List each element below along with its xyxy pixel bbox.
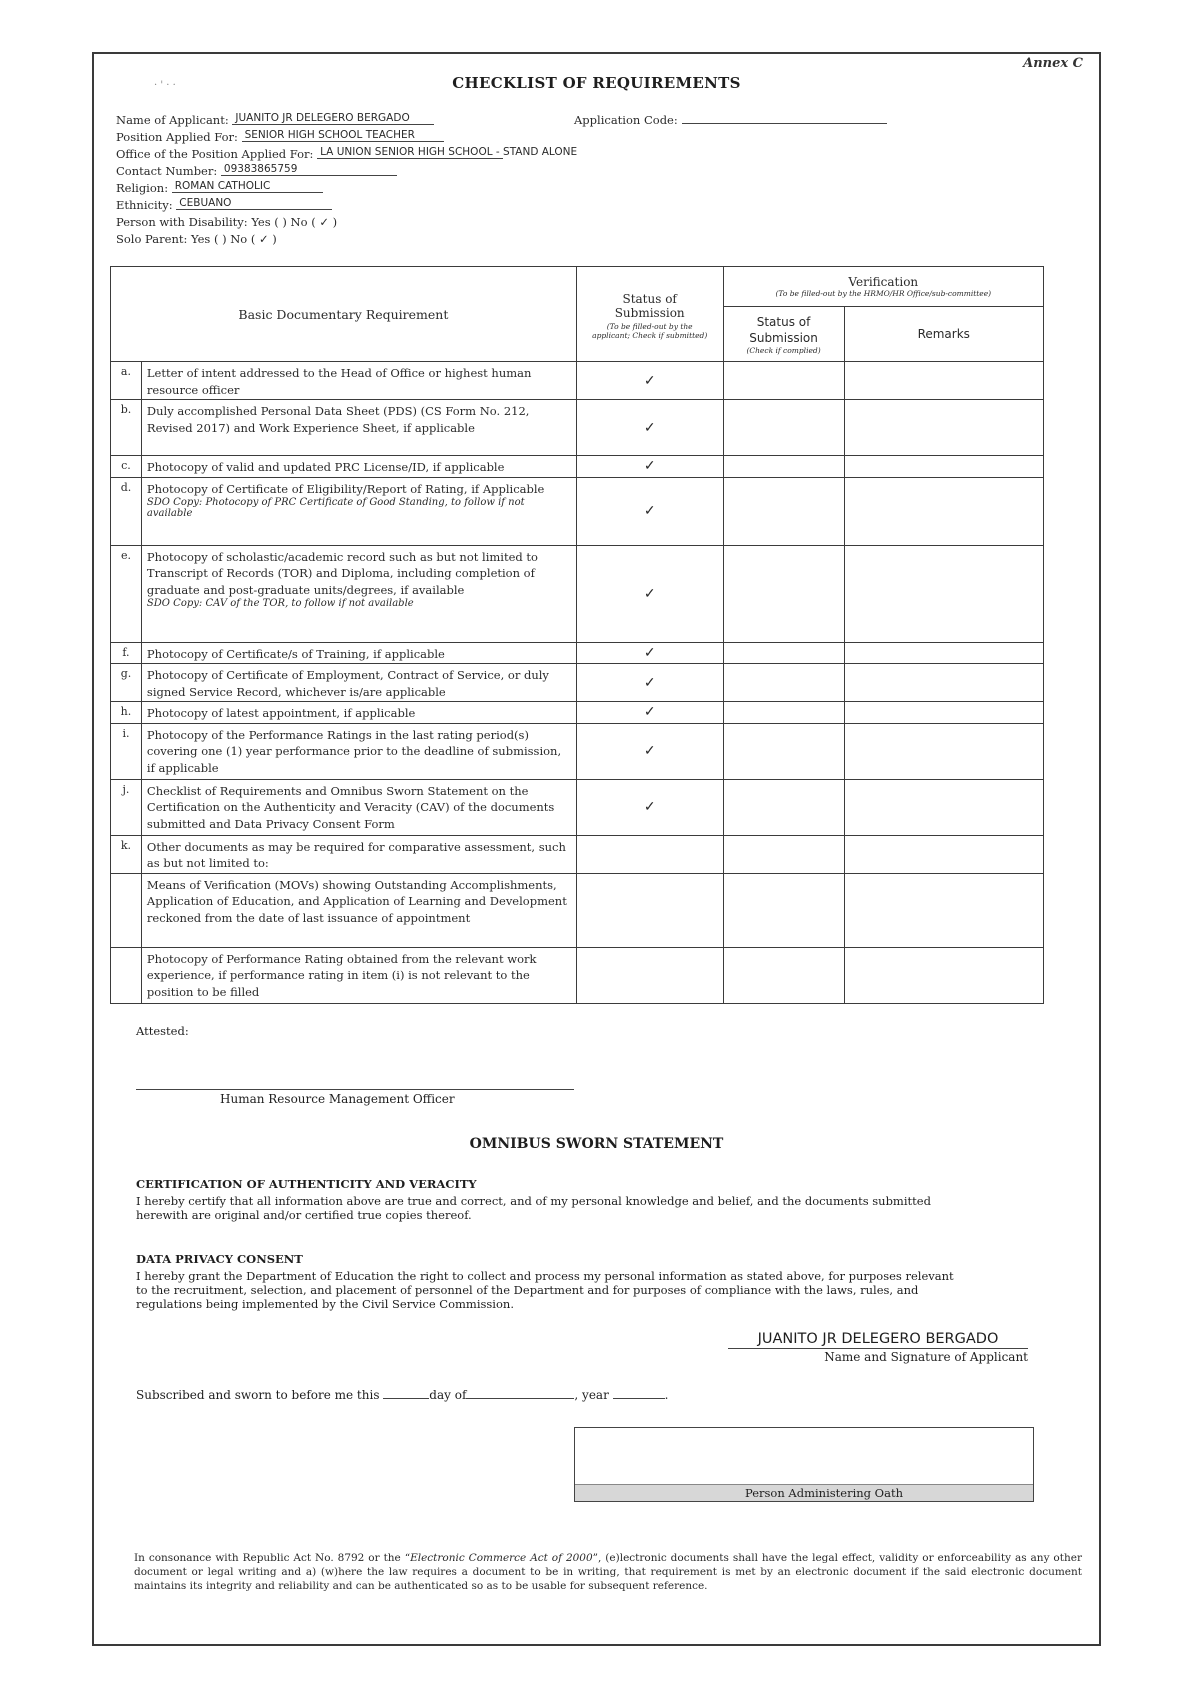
remarks-cell[interactable] bbox=[844, 873, 1044, 947]
remarks-cell[interactable] bbox=[844, 664, 1044, 702]
col-ver-status-note: (Check if complied) bbox=[746, 345, 821, 355]
status-checkbox[interactable] bbox=[576, 947, 723, 1003]
col-ver-status-label: Status of Submission bbox=[749, 314, 818, 345]
attested-label: Attested: bbox=[136, 1024, 189, 1038]
legal-text-2: ”, (e)lectronic documents shall have the legal effect, validity or enforceability as any other document or legal writing and a) (w)here the law requires a document to be in writing, that requirement is met by an electronic document if the said electronic document maintains its integrity and reliability and can be authenticated so as to be usable for subsequent reference. bbox=[134, 1552, 1082, 1593]
table-row bbox=[111, 400, 1044, 456]
scan-artifact: · ' · · bbox=[154, 80, 176, 91]
row-requirement: Letter of intent addressed to the Head of Office or highest human resource officer bbox=[141, 362, 576, 400]
legal-text-1: In consonance with Republic Act No. 8792 or the “ bbox=[134, 1552, 411, 1564]
contact-label: Contact Number: bbox=[116, 164, 218, 178]
position-field[interactable]: SENIOR HIGH SCHOOL TEACHER bbox=[242, 129, 444, 142]
verification-status-cell[interactable] bbox=[723, 664, 844, 702]
oath-signature-box[interactable] bbox=[574, 1427, 1034, 1502]
status-checkbox[interactable]: ✓ bbox=[576, 723, 723, 779]
remarks-cell[interactable] bbox=[844, 702, 1044, 724]
annex-label: Annex C bbox=[1023, 56, 1083, 71]
row-letter bbox=[111, 947, 142, 1003]
cert-heading: CERTIFICATION OF AUTHENTICITY AND VERACITY bbox=[136, 1177, 477, 1191]
row-requirement: Photocopy of Performance Rating obtained from the relevant work experience, if performance rating in item (i) is not relevant to the position to be filled bbox=[141, 947, 576, 1003]
row-letter: j. bbox=[111, 779, 142, 835]
verification-status-cell[interactable] bbox=[723, 723, 844, 779]
verification-status-cell[interactable] bbox=[723, 477, 844, 545]
oath-label: Person Administering Oath bbox=[575, 1484, 1033, 1501]
col-remarks: Remarks bbox=[844, 307, 1044, 362]
col-status-note: (To be filled-out by the applicant; Check if submitted) bbox=[592, 322, 708, 340]
privacy-text: I hereby grant the Department of Education the right to collect and process my personal information as stated above, for purposes relevant to the recruitment, selection, and placement of personnel of the Department and for purposes of compliance with the laws, rules, and regulations being implemented by the Civil Service Commission. bbox=[136, 1269, 954, 1311]
table-row bbox=[111, 545, 1044, 642]
day-field[interactable] bbox=[383, 1387, 429, 1399]
remarks-cell[interactable] bbox=[844, 400, 1044, 456]
verification-status-cell[interactable] bbox=[723, 779, 844, 835]
verification-status-cell[interactable] bbox=[723, 545, 844, 642]
table-row bbox=[111, 873, 1044, 947]
table-row bbox=[111, 362, 1044, 400]
col-requirement: Basic Documentary Requirement bbox=[111, 267, 577, 362]
position-label: Position Applied For: bbox=[116, 130, 238, 144]
omnibus-title: OMNIBUS SWORN STATEMENT bbox=[469, 1136, 724, 1152]
col-verification-label: Verification bbox=[848, 274, 919, 289]
remarks-cell[interactable] bbox=[844, 835, 1044, 873]
applicant-info bbox=[116, 112, 578, 248]
row-letter: i. bbox=[111, 723, 142, 779]
applicant-signature-name: JUANITO JR DELEGERO BERGADO bbox=[728, 1331, 1028, 1349]
religion-field[interactable]: ROMAN CATHOLIC bbox=[172, 180, 323, 193]
verification-status-cell[interactable] bbox=[723, 947, 844, 1003]
row-requirement: Photocopy of Certificate/s of Training, if applicable bbox=[141, 642, 576, 664]
legal-act-name: Electronic Commerce Act of 2000 bbox=[410, 1552, 593, 1564]
row-letter: f. bbox=[111, 642, 142, 664]
status-checkbox[interactable]: ✓ bbox=[576, 362, 723, 400]
period-text: . bbox=[664, 1388, 669, 1402]
row-requirement: Photocopy of the Performance Ratings in the last rating period(s) covering one (1) year performance prior to the deadline of submission, if applicable bbox=[141, 723, 576, 779]
month-field[interactable] bbox=[466, 1387, 574, 1399]
remarks-cell[interactable] bbox=[844, 947, 1044, 1003]
cert-text: I hereby certify that all information above are true and correct, and of my personal knowledge and belief, and the documents submitted herewith are original and/or certified true copies thereof. bbox=[136, 1194, 931, 1222]
status-checkbox[interactable] bbox=[576, 873, 723, 947]
verification-status-cell[interactable] bbox=[723, 456, 844, 478]
document-page bbox=[92, 52, 1101, 1646]
row-requirement-cell bbox=[141, 545, 576, 642]
table-row bbox=[111, 779, 1044, 835]
status-checkbox[interactable]: ✓ bbox=[576, 779, 723, 835]
name-label: Name of Applicant: bbox=[116, 113, 229, 127]
hrmo-signature-line[interactable] bbox=[136, 1089, 574, 1090]
row-requirement: Other documents as may be required for comparative assessment, such as but not limited to: bbox=[141, 835, 576, 873]
row-letter: c. bbox=[111, 456, 142, 478]
row-requirement: Checklist of Requirements and Omnibus Sworn Statement on the Certification on the Authenticity and Veracity (CAV) of the documents submitted and Data Privacy Consent Form bbox=[141, 779, 576, 835]
status-checkbox[interactable]: ✓ bbox=[576, 664, 723, 702]
table-row bbox=[111, 477, 1044, 545]
hrmo-label: Human Resource Management Officer bbox=[220, 1092, 455, 1106]
row-letter: d. bbox=[111, 477, 142, 545]
status-checkbox[interactable]: ✓ bbox=[576, 545, 723, 642]
ethnicity-label: Ethnicity: bbox=[116, 198, 173, 212]
row-letter: g. bbox=[111, 664, 142, 702]
table-row bbox=[111, 642, 1044, 664]
subscribed-text: Subscribed and sworn to before me this bbox=[136, 1388, 384, 1402]
row-requirement-cell bbox=[141, 477, 576, 545]
verification-status-cell[interactable] bbox=[723, 702, 844, 724]
row-requirement: Photocopy of Certificate of Eligibility/Report of Rating, if Applicable bbox=[146, 481, 545, 496]
row-requirement: Photocopy of Certificate of Employment, Contract of Service, or duly signed Service Record, whichever is/are applicable bbox=[141, 664, 576, 702]
status-checkbox[interactable]: ✓ bbox=[576, 456, 723, 478]
status-checkbox[interactable]: ✓ bbox=[576, 642, 723, 664]
remarks-cell[interactable] bbox=[844, 545, 1044, 642]
table-row bbox=[111, 947, 1044, 1003]
row-letter: k. bbox=[111, 835, 142, 873]
row-letter: a. bbox=[111, 362, 142, 400]
document-title: CHECKLIST OF REQUIREMENTS bbox=[452, 74, 741, 92]
remarks-cell[interactable] bbox=[844, 362, 1044, 400]
table-row bbox=[111, 664, 1044, 702]
col-verification-note: (To be filled-out by the HRMO/HR Office/sub-committee) bbox=[775, 288, 992, 298]
pwd-option[interactable]: Person with Disability: Yes ( ) No ( ✓ ) bbox=[116, 215, 338, 229]
row-requirement: Duly accomplished Personal Data Sheet (PDS) (CS Form No. 212, Revised 2017) and Work Experience Sheet, if applicable bbox=[141, 400, 576, 456]
year-field[interactable] bbox=[613, 1387, 665, 1399]
year-text: , year bbox=[574, 1388, 613, 1402]
signature-label: Name and Signature of Applicant bbox=[824, 1350, 1028, 1364]
row-requirement: Photocopy of valid and updated PRC License/ID, if applicable bbox=[141, 456, 576, 478]
table-row bbox=[111, 702, 1044, 724]
requirements-table bbox=[110, 266, 1044, 1004]
row-letter: b. bbox=[111, 400, 142, 456]
religion-label: Religion: bbox=[116, 181, 169, 195]
row-requirement: Photocopy of latest appointment, if applicable bbox=[141, 702, 576, 724]
legal-notice bbox=[134, 1551, 1082, 1594]
remarks-cell[interactable] bbox=[844, 779, 1044, 835]
status-checkbox[interactable]: ✓ bbox=[576, 400, 723, 456]
verification-status-cell[interactable] bbox=[723, 642, 844, 664]
office-field[interactable]: LA UNION SENIOR HIGH SCHOOL - STAND ALONE bbox=[317, 146, 503, 159]
row-letter bbox=[111, 873, 142, 947]
table-row bbox=[111, 723, 1044, 779]
row-letter: h. bbox=[111, 702, 142, 724]
ethnicity-field[interactable]: CEBUANO bbox=[176, 197, 332, 210]
col-ver-status bbox=[723, 307, 844, 362]
verification-status-cell[interactable] bbox=[723, 873, 844, 947]
status-checkbox[interactable]: ✓ bbox=[576, 477, 723, 545]
row-sdo-note: SDO Copy: Photocopy of PRC Certificate of Good Standing, to follow if not available bbox=[146, 497, 525, 519]
table-row bbox=[111, 835, 1044, 873]
status-checkbox[interactable] bbox=[576, 835, 723, 873]
privacy-heading: DATA PRIVACY CONSENT bbox=[136, 1252, 303, 1266]
verification-status-cell[interactable] bbox=[723, 835, 844, 873]
row-requirement: Means of Verification (MOVs) showing Outstanding Accomplishments, Application of Education, and Application of Learning and Development reckoned from the date of last issuance of appointment bbox=[141, 873, 576, 947]
row-requirement: Photocopy of scholastic/academic record such as but not limited to Transcript of Records (TOR) and Diploma, including completion of graduate and post-graduate units/degrees, if available bbox=[146, 549, 538, 597]
col-status-label: Status of Submission bbox=[614, 292, 685, 320]
remarks-cell[interactable] bbox=[844, 456, 1044, 478]
remarks-cell[interactable] bbox=[844, 723, 1044, 779]
status-checkbox[interactable]: ✓ bbox=[576, 702, 723, 724]
table-row bbox=[111, 456, 1044, 478]
col-status-submission bbox=[576, 267, 723, 362]
solo-parent-option[interactable]: Solo Parent: Yes ( ) No ( ✓ ) bbox=[116, 232, 277, 246]
col-verification bbox=[723, 267, 1043, 307]
row-sdo-note: SDO Copy: CAV of the TOR, to follow if not available bbox=[146, 598, 414, 609]
verification-status-cell[interactable] bbox=[723, 362, 844, 400]
subscribed-line bbox=[136, 1387, 668, 1402]
office-label: Office of the Position Applied For: bbox=[116, 147, 314, 161]
application-code bbox=[574, 112, 887, 127]
verification-status-cell[interactable] bbox=[723, 400, 844, 456]
row-letter: e. bbox=[111, 545, 142, 642]
day-of-text: day of bbox=[429, 1388, 467, 1402]
remarks-cell[interactable] bbox=[844, 642, 1044, 664]
app-code-field[interactable] bbox=[682, 112, 887, 124]
app-code-label: Application Code: bbox=[574, 113, 678, 127]
contact-field[interactable]: 09383865759 bbox=[221, 163, 397, 176]
remarks-cell[interactable] bbox=[844, 477, 1044, 545]
name-field[interactable]: JUANITO JR DELEGERO BERGADO bbox=[232, 112, 434, 125]
